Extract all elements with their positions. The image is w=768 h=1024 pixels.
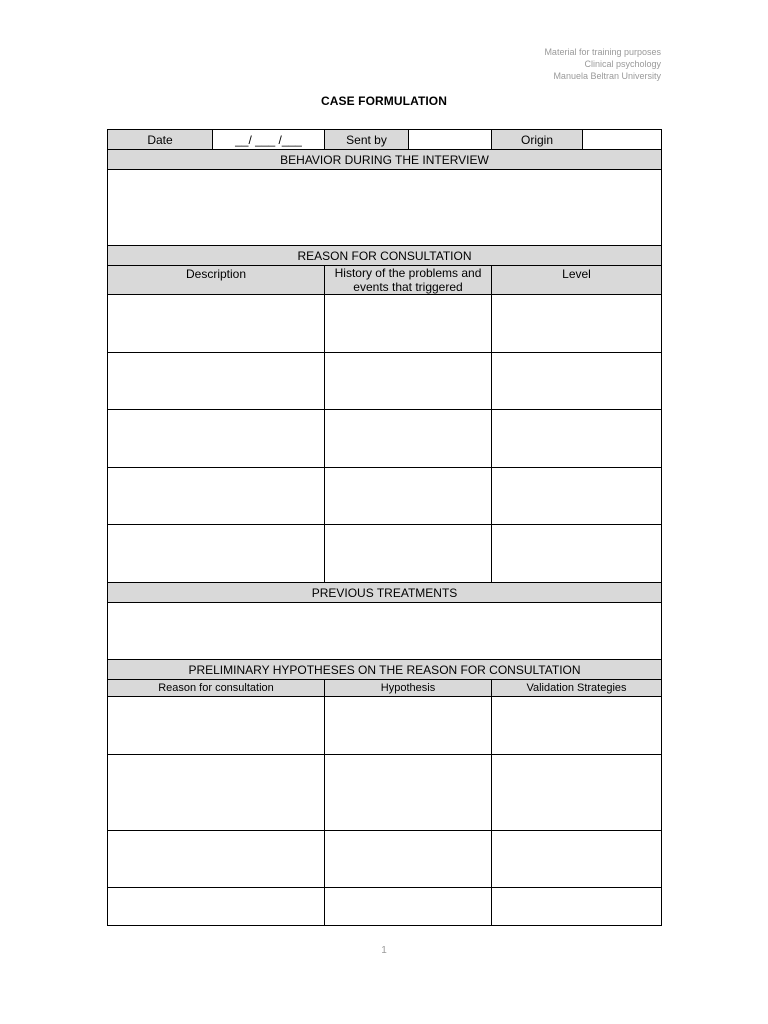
level-cell[interactable] (492, 468, 662, 525)
description-cell[interactable] (108, 468, 325, 525)
column-header-history (325, 266, 492, 295)
section-reason-header: REASON FOR CONSULTATION (108, 246, 662, 266)
previous-treatments-field[interactable] (108, 603, 662, 660)
description-cell[interactable] (108, 353, 325, 410)
description-cell[interactable] (108, 525, 325, 583)
date-label: Date (108, 130, 213, 150)
reason-row (108, 295, 662, 353)
history-cell[interactable] (325, 295, 492, 353)
sent-by-field[interactable] (409, 130, 492, 150)
reason-cell[interactable] (108, 697, 325, 755)
hypothesis-row (108, 831, 662, 888)
date-field[interactable]: __/ ___ /___ (213, 130, 325, 150)
section-previous-treatments-header: PREVIOUS TREATMENTS (108, 583, 662, 603)
hypothesis-cell[interactable] (325, 755, 492, 831)
behavior-field[interactable] (108, 170, 662, 246)
description-cell[interactable] (108, 410, 325, 468)
validation-cell[interactable] (492, 831, 662, 888)
reason-cell[interactable] (108, 888, 325, 926)
column-header-history-line2: events that triggered (353, 280, 463, 294)
history-cell[interactable] (325, 525, 492, 583)
section-hypotheses-header: PRELIMINARY HYPOTHESES ON THE REASON FOR CONSULTATION (108, 660, 662, 680)
level-cell[interactable] (492, 295, 662, 353)
hypothesis-cell[interactable] (325, 831, 492, 888)
sent-by-label: Sent by (325, 130, 409, 150)
reason-row (108, 410, 662, 468)
reason-row (108, 353, 662, 410)
history-cell[interactable] (325, 410, 492, 468)
origin-field[interactable] (583, 130, 662, 150)
column-header-history-line1: History of the problems and (334, 266, 482, 280)
case-formulation-form (107, 129, 662, 926)
column-header-validation-strategies: Validation Strategies (492, 680, 662, 697)
header-line-training: Material for training purposes (544, 47, 661, 57)
document-title: CASE FORMULATION (320, 94, 448, 108)
column-header-level: Level (492, 266, 662, 295)
level-cell[interactable] (492, 525, 662, 583)
level-cell[interactable] (492, 353, 662, 410)
column-header-hypothesis: Hypothesis (325, 680, 492, 697)
reason-cell[interactable] (108, 755, 325, 831)
section-behavior-header: BEHAVIOR DURING THE INTERVIEW (108, 150, 662, 170)
level-cell[interactable] (492, 410, 662, 468)
hypothesis-cell[interactable] (325, 697, 492, 755)
reason-row (108, 468, 662, 525)
validation-cell[interactable] (492, 755, 662, 831)
validation-cell[interactable] (492, 888, 662, 926)
reason-cell[interactable] (108, 831, 325, 888)
description-cell[interactable] (108, 295, 325, 353)
validation-cell[interactable] (492, 697, 662, 755)
hypothesis-row (108, 888, 662, 926)
column-header-reason-for-consultation: Reason for consultation (108, 680, 325, 697)
header-line-university: Manuela Beltran University (553, 71, 661, 81)
hypothesis-row (108, 697, 662, 755)
history-cell[interactable] (325, 468, 492, 525)
hypothesis-row (108, 755, 662, 831)
document-header (361, 46, 661, 82)
page-number: 1 (381, 945, 387, 956)
reason-row (108, 525, 662, 583)
column-header-description: Description (108, 266, 325, 295)
origin-label: Origin (492, 130, 583, 150)
header-line-department: Clinical psychology (584, 59, 661, 69)
hypothesis-cell[interactable] (325, 888, 492, 926)
history-cell[interactable] (325, 353, 492, 410)
